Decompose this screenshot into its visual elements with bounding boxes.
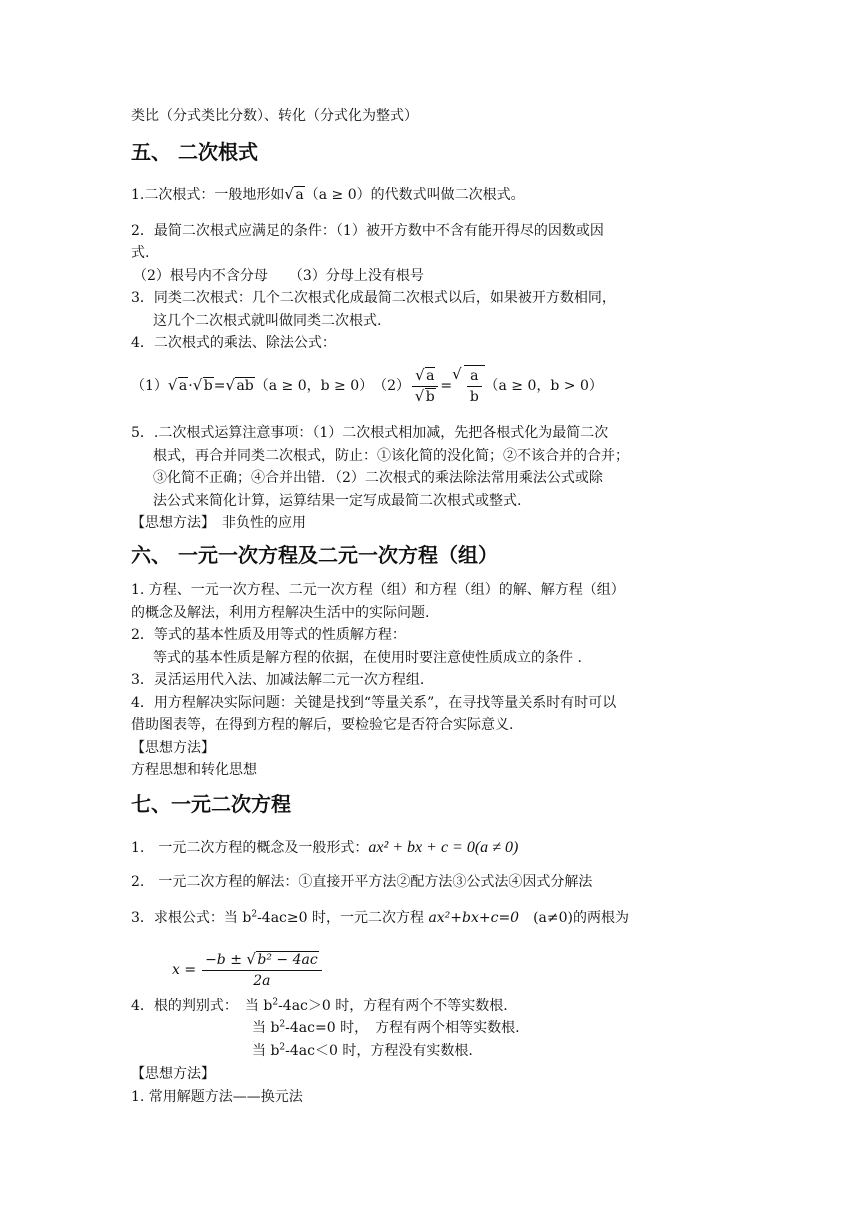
sqrt-symbol <box>415 387 436 407</box>
s7-item1 <box>131 838 518 858</box>
s7-method-item1: 1. 常用解题方法——换元法 <box>131 1089 303 1105</box>
intro-line: 类比（分式类比分数）、转化（分式化为整式） <box>131 108 418 124</box>
s7-item4-c <box>252 1041 473 1061</box>
s5-item4: 4．二次根式的乘法、除法公式： <box>131 335 336 351</box>
s5-item5-d: 法公式来简化计算，运算结果一定写成最简二次根式或整式. <box>153 493 522 509</box>
superscript: 2 <box>251 909 258 920</box>
s6-method-body: 方程思想和转化思想 <box>131 762 257 778</box>
s7-item3-b: -4ac≥0 时，一元二次方程 <box>257 910 429 926</box>
s7-item1-eq: ax² + bx + c = 0(a ≠ 0) <box>368 839 519 856</box>
f1-a: a <box>178 378 188 394</box>
s7-item4-a-pre: 4．根的判别式： 当 b <box>131 998 273 1014</box>
root-den: 2a <box>253 972 271 989</box>
f2-num: a <box>426 367 435 384</box>
formula2-label: （2） <box>373 378 411 394</box>
superscript: 2 <box>272 997 279 1008</box>
f2-left-fraction <box>412 366 438 407</box>
formula1-label: （1） <box>131 378 168 394</box>
sqrt-symbol <box>246 950 318 970</box>
s7-item3-d: (a≠0)的两根为 <box>519 910 630 926</box>
s7-item2: 2. 一元二次方程的解法：①直接开平方法②配方法③公式法④因式分解法 <box>131 874 593 890</box>
f2-rnum: √ a <box>467 366 481 387</box>
radicand: a <box>295 187 304 203</box>
s5-item5-b: 根式，再合并同类二次根式，防止：①该化简的没化简；②不该合并的合并； <box>153 448 629 464</box>
s5-item5-c: ③化简不正确；④合并出错．（2）二次根式的乘法除法常用乘法公式或除 <box>153 470 603 486</box>
s5-item2-b: 式. <box>131 245 150 261</box>
root-radicand: b² − 4ac <box>257 951 318 968</box>
section-6-title: 六、 一元一次方程及二元一次方程（组） <box>131 543 498 567</box>
f2-right-fraction <box>467 366 481 407</box>
s5-method: 【思想方法】 非负性的应用 <box>131 515 306 531</box>
s6-item2-b: 等式的基本性质是解方程的依据，在使用时要注意使性质成立的条件 . <box>153 650 582 666</box>
s7-item4-b-pre: 当 b <box>252 1020 280 1036</box>
s7-item4-c-post: -4ac＜0 时，方程没有实数根. <box>285 1043 473 1059</box>
section-7-title: 七、一元二次方程 <box>131 792 291 816</box>
s7-item4-a <box>131 996 508 1016</box>
superscript: 2 <box>279 1019 286 1030</box>
f2-rden: b <box>469 389 479 405</box>
f1-dot: · <box>188 378 193 394</box>
s5-item2-a: 2．最简二次根式应满足的条件：（1）被开方数中不含有能开得尽的因数或因 <box>131 223 604 239</box>
s5-item1 <box>131 185 525 205</box>
f2-cond: （a ≥ 0，b > 0） <box>484 378 603 394</box>
s5-item1-pre: 1.二次根式：一般地形如 <box>131 187 285 203</box>
s6-item4-a: 4．用方程解决实际问题：关键是找到“等量关系”，在寻找等量关系时有时可以 <box>131 695 617 711</box>
f1-b: b <box>203 378 213 394</box>
section-5-title: 五、 二次根式 <box>131 140 258 164</box>
f1-cond: （a ≥ 0，b ≥ 0） <box>254 378 374 394</box>
s6-item1-a: 1. 方程、一元一次方程、二元一次方程（组）和方程（组）的解、解方程（组） <box>131 582 625 598</box>
s5-item1-post: 的代数式叫做二次根式。 <box>370 187 525 203</box>
root-lhs: x = <box>172 962 197 978</box>
s7-item4-b <box>252 1018 520 1038</box>
s6-item4-b: 借助图表等，在得到方程的解后，要检验它是否符合实际意义. <box>131 717 514 733</box>
s6-item3: 3．灵活运用代入法、加减法解二元一次方程组. <box>131 672 425 688</box>
f1-eq: = <box>213 378 226 394</box>
s7-item4-c-pre: 当 b <box>252 1043 280 1059</box>
sqrt-symbol <box>225 376 254 396</box>
s5-item3-a: 3．同类二次根式：几个二次根式化成最简二次根式以后，如果被开方数相同， <box>131 290 616 306</box>
s7-item1-pre: 1. 一元二次方程的概念及一般形式： <box>131 840 369 856</box>
root-num-pre: −b ± <box>205 951 247 968</box>
s6-item2-a: 2．等式的基本性质及用等式的性质解方程： <box>131 627 406 643</box>
sqrt-symbol <box>168 376 188 396</box>
s7-item4-a-post: -4ac＞0 时，方程有两个不等实数根. <box>278 998 508 1014</box>
f2-eq: = <box>440 378 453 394</box>
root-fraction <box>202 950 322 991</box>
quadratic-root-formula <box>172 948 324 992</box>
sqrt-symbol <box>415 366 435 386</box>
s7-item3 <box>131 908 629 928</box>
s5-formulas <box>131 362 603 410</box>
s7-item4-b-post: -4ac=0 时， 方程有两个相等实数根. <box>285 1020 520 1036</box>
superscript: 2 <box>279 1042 286 1053</box>
sqrt-symbol <box>193 376 214 396</box>
s7-item3-eq: ax²+bx+c=0 <box>428 910 520 926</box>
s5-item2-c: （2）根号内不含分母 （3）分母上没有根号 <box>133 268 424 284</box>
sqrt-symbol <box>284 185 304 205</box>
s7-method-title: 【思想方法】 <box>131 1066 215 1082</box>
s6-method-title: 【思想方法】 <box>131 740 215 756</box>
f1-ab: ab <box>236 378 254 394</box>
s5-item3-b: 这几个二次根式就叫做同类二次根式. <box>153 313 382 329</box>
f2-den: b <box>425 388 435 405</box>
s6-item1-b: 的概念及解法，利用方程解决生活中的实际问题. <box>131 605 430 621</box>
s5-item5-a: 5．.二次根式运算注意事项：（1）二次根式相加减，先把各根式化为最简二次 <box>131 425 609 441</box>
sqrt-symbol <box>452 365 484 407</box>
s5-item1-cond: （a ≥ 0） <box>304 187 371 203</box>
s7-item3-a: 3．求根公式：当 b <box>131 910 252 926</box>
